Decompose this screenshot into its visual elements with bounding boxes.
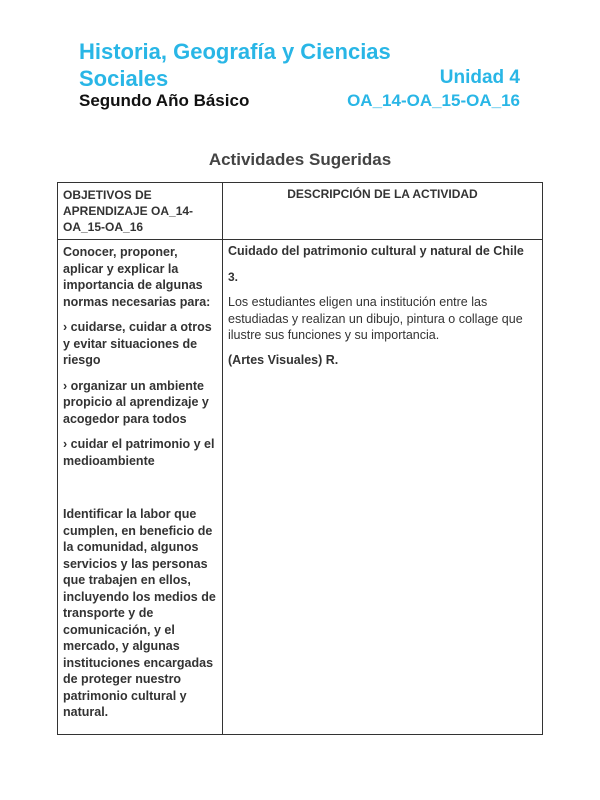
objective-bullet: › cuidarse, cuidar a otros y evitar situaciones de riesgo (63, 320, 212, 367)
objective-bullet: › organizar un ambiente propicio al aprendizaje y acogedor para todos (63, 378, 209, 426)
subject-title-line1: Historia, Geografía y Ciencias (79, 39, 391, 64)
title-row2 (79, 65, 524, 92)
subject-title-line2: Sociales (79, 66, 169, 91)
description-cell (223, 240, 543, 735)
activities-table (57, 182, 543, 735)
description-header: DESCRIPCIÓN DE LA ACTIVIDAD (223, 183, 543, 240)
section-title: Actividades Sugeridas (208, 150, 392, 169)
activity-text: Los estudiantes eligen una institución entre las estudiadas y realizan un dibujo, pintura o collage que ilustre sus funciones y su importancia. (228, 295, 523, 342)
title-row3 (79, 91, 524, 115)
objective-bullet: › cuidar el patrimonio y el medioambiente (63, 437, 215, 468)
activity-number: 3. (228, 270, 239, 284)
activity-reference: (Artes Visuales) R. (228, 352, 339, 367)
table-header-row (58, 183, 543, 240)
objectives-header: OBJETIVOS DE APRENDIZAJE OA_14-OA_15-OA_16 (58, 183, 223, 240)
oa-codes: OA_14-OA_15-OA_16 (347, 91, 520, 110)
document-header (79, 38, 524, 115)
grade-label: Segundo Año Básico (79, 91, 250, 110)
table-row (58, 240, 543, 735)
unit-label: Unidad 4 (439, 67, 520, 88)
objectives-cell (58, 240, 223, 735)
objective-intro: Conocer, proponer, aplicar y explicar la importancia de algunas normas necesarias para: (63, 245, 211, 309)
activity-title: Cuidado del patrimonio cultural y natural de Chile (228, 244, 524, 258)
objective-identify: Identificar la labor que cumplen, en beneficio de la comunidad, algunos servicios y las personas que trabajen en ellos, incluyendo los medios de transporte y de comunicación, y el mercado, y algunas instituciones encargadas de proteger nuestro patrimonio cultural y natural. (63, 507, 216, 719)
